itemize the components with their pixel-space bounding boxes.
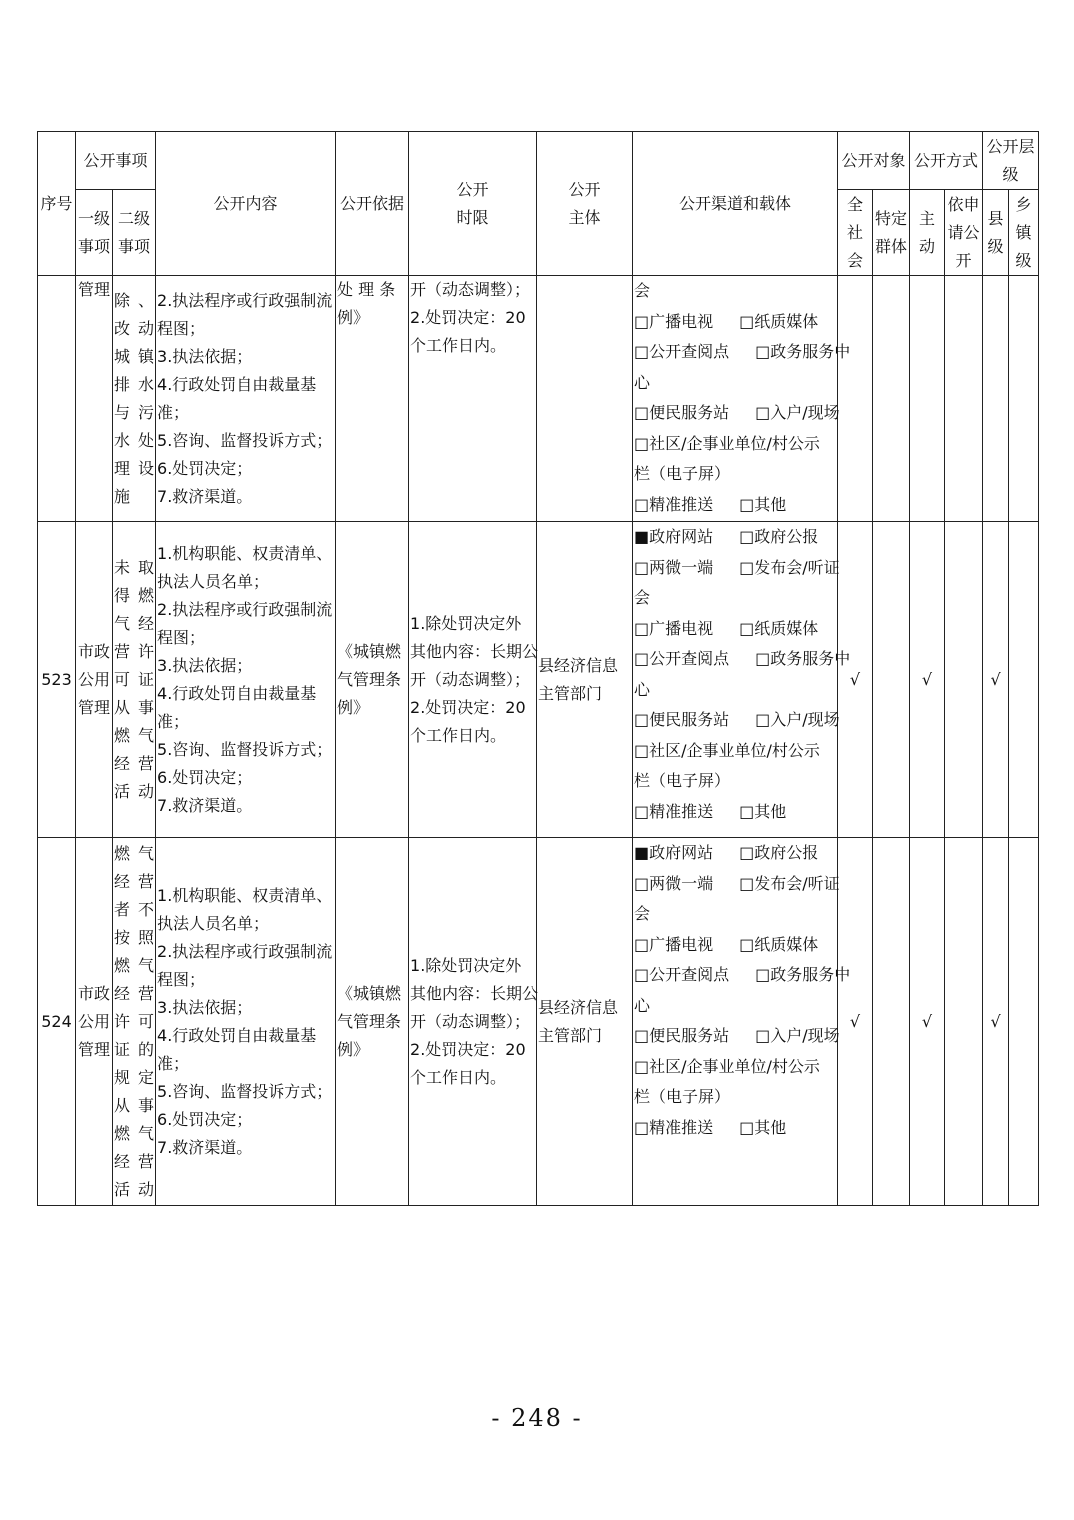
channel-line [634, 766, 836, 797]
text-line: 4.行政处罚自由裁量基 [157, 1025, 317, 1045]
text-line: 经 营 [114, 871, 155, 891]
text-line: 改 动 [114, 318, 155, 338]
channel-line [634, 429, 836, 460]
header-content: 公开内容 [156, 132, 336, 276]
row-timelimit [409, 522, 537, 838]
text-line: 准； [157, 1053, 190, 1073]
text-line: 6.处罚决定； [157, 767, 253, 787]
text-line: 例》 [337, 697, 370, 717]
text-line: 7.救济渠道。 [157, 486, 253, 506]
channel-option: □政务服务中 [755, 965, 851, 984]
text-line: 级 [987, 236, 1004, 256]
channel-option: □两微一端 [634, 873, 714, 893]
text-line: 主体 [568, 207, 601, 227]
text-line: 个工作日内。 [410, 725, 507, 745]
text-line: 3.执法依据； [157, 997, 253, 1017]
text-line: 依申 [947, 194, 980, 214]
header-seq: 序号 [38, 132, 76, 276]
header-level-county [983, 190, 1009, 276]
channel-line [634, 490, 836, 521]
text-line: 乡 [1015, 194, 1032, 214]
row-level-town [1009, 276, 1039, 522]
text-line: 例》 [337, 1039, 370, 1059]
row-basis [336, 522, 409, 838]
text-line: 管理 [77, 697, 110, 717]
channel-line [634, 307, 836, 338]
row-level1-item [76, 522, 113, 838]
table-row [38, 522, 1039, 838]
channel-option: □入户/现场 [755, 1026, 840, 1045]
channel-line [634, 899, 836, 930]
text-line: 全 [847, 194, 864, 214]
channel-line [634, 675, 836, 706]
text-line: 市政 [77, 983, 110, 1003]
text-line: 7.救济渠道。 [157, 1137, 253, 1157]
text-line: 会 [847, 250, 864, 270]
text-line: 准； [157, 711, 190, 731]
text-line: 程图； [157, 969, 206, 989]
text-line: 未 取 [114, 557, 155, 577]
row-audience-all [838, 276, 873, 522]
text-line: 2.执法程序或行政强制流 [157, 599, 333, 619]
text-line: 管理 [77, 1039, 110, 1059]
text-line: 气管理条 [337, 1011, 402, 1031]
header-audience-all [838, 190, 873, 276]
text-line: 按 照 [114, 927, 155, 947]
text-line: 燃 气 [114, 1123, 155, 1143]
text-line: 动 [919, 236, 936, 256]
text-line: 主 [919, 208, 936, 228]
header-item-l2 [113, 190, 156, 276]
text-line: 县 [987, 208, 1004, 228]
row-level-county: √ [983, 522, 1009, 838]
channel-option: □精准推送 [634, 494, 714, 514]
text-line: 2.执法程序或行政强制流 [157, 290, 333, 310]
text-line: 燃 气 [114, 843, 155, 863]
channel-option: □纸质媒体 [739, 311, 819, 331]
channel-option: □政府公报 [739, 527, 819, 546]
channel-option: □两微一端 [634, 557, 714, 577]
channel-option: □精准推送 [634, 801, 714, 821]
header-level [983, 132, 1039, 190]
channel-line [634, 553, 840, 584]
channel-option: 栏（电子屏） [634, 771, 731, 790]
text-line: 2.处罚决定：20 [410, 308, 526, 327]
row-audience-specific [873, 276, 910, 522]
channel-line [634, 838, 836, 869]
header-channels: 公开渠道和载体 [633, 132, 838, 276]
text-line: 开 [955, 250, 972, 270]
channel-line [634, 614, 836, 645]
text-line: 《城镇燃 [337, 983, 402, 1003]
row-level-town [1009, 522, 1039, 838]
table-row [38, 838, 1039, 1206]
channel-option: □发布会/听证 [739, 557, 840, 577]
channel-line [634, 276, 836, 307]
row-level1-item [76, 838, 113, 1206]
header-method: 公开方式 [910, 132, 983, 190]
channel-option: 心 [634, 372, 651, 392]
text-line: 开（动态调整）； [410, 669, 531, 689]
channel-option: □便民服务站 [634, 403, 730, 422]
channel-line [634, 522, 836, 553]
channel-option: □其他 [739, 494, 787, 514]
row-audience-specific [873, 838, 910, 1206]
channel-option: 栏（电子屏） [634, 1087, 731, 1106]
text-line: 开（动态调整）； [410, 1011, 531, 1031]
channel-option: □广播电视 [634, 618, 714, 638]
text-line: 二级 [118, 208, 151, 228]
text-line: 经 营 [114, 1151, 155, 1171]
channel-option: ■政府网站 [634, 527, 714, 546]
channel-option: □公开查阅点 [634, 965, 730, 984]
row-method-active: √ [910, 522, 945, 838]
row-audience-specific [873, 522, 910, 838]
text-line: 县经济信息 [538, 997, 619, 1017]
channel-line [634, 337, 851, 368]
text-line: 6.处罚决定； [157, 458, 253, 478]
row-seq [38, 276, 76, 522]
text-line: 3.执法依据； [157, 346, 253, 366]
text-line: 活动 [114, 1179, 155, 1199]
table-row [38, 276, 1039, 522]
header-method-request [945, 190, 983, 276]
disclosure-table [37, 131, 1039, 1206]
channel-option: □入户/现场 [755, 403, 840, 422]
text-line: 许 可 [114, 1011, 155, 1031]
text-line: 4.行政处罚自由裁量基 [157, 374, 317, 394]
row-method-active: √ [910, 838, 945, 1206]
text-line: 可 证 [114, 669, 155, 689]
text-line: 从 事 [114, 697, 155, 717]
channel-line [634, 705, 840, 736]
text-line: 程图； [157, 627, 206, 647]
channel-option: □其他 [739, 801, 787, 821]
header-audience: 公开对象 [838, 132, 910, 190]
channel-line [634, 797, 836, 828]
channel-option: □广播电视 [634, 311, 714, 331]
text-line: 个工作日内。 [410, 336, 507, 355]
text-line: 燃 气 [114, 955, 155, 975]
text-line: 社 [847, 222, 864, 242]
text-line: 群体 [875, 236, 908, 256]
channel-line [634, 930, 836, 961]
channel-line [634, 1113, 836, 1144]
channel-option: □纸质媒体 [739, 934, 819, 954]
page-number: - 248 - [491, 1404, 583, 1432]
text-line: 公开 [568, 179, 601, 199]
text-line: 者 不 [114, 899, 155, 919]
text-line: 管理 [77, 280, 110, 299]
text-line: 2.处罚决定：20 [410, 697, 526, 717]
channel-line [634, 368, 836, 399]
channel-option: 栏（电子屏） [634, 464, 731, 483]
row-method-request [945, 838, 983, 1206]
channel-option: □广播电视 [634, 934, 714, 954]
row-content [156, 276, 336, 522]
text-line: 与 污 [114, 402, 155, 422]
text-line: 5.咨询、监督投诉方式； [157, 1081, 333, 1101]
text-line: 例》 [337, 308, 370, 327]
channel-option: □社区/企事业单位/村公示 [634, 1056, 820, 1076]
text-line: 1.机构职能、权责清单、 [157, 543, 333, 563]
text-line: 公开 [456, 179, 489, 199]
row-level-county [983, 276, 1009, 522]
channel-line [634, 644, 851, 675]
text-line: 主管部门 [538, 1025, 603, 1045]
text-line: 一级 [77, 208, 110, 228]
channel-option: □纸质媒体 [739, 618, 819, 638]
row-level-county: √ [983, 838, 1009, 1206]
channel-line [634, 1021, 840, 1052]
row-method-active [910, 276, 945, 522]
text-line: 其他内容：长期公 [410, 641, 539, 661]
row-timelimit [409, 276, 537, 522]
text-line: 县经济信息 [538, 655, 619, 675]
text-line: 气 经 [114, 613, 155, 633]
row-method-request [945, 522, 983, 838]
text-line: 规 定 [114, 1067, 155, 1087]
channel-option: 心 [634, 679, 651, 699]
channel-line [634, 869, 840, 900]
text-line: 经 营 [114, 753, 155, 773]
row-channels [633, 838, 851, 1206]
header-basis: 公开依据 [336, 132, 409, 276]
channel-option: □政务服务中 [755, 649, 851, 668]
channel-option: □社区/企事业单位/村公示 [634, 740, 820, 760]
text-line: 5.咨询、监督投诉方式； [157, 739, 333, 759]
row-level2-item [113, 838, 156, 1206]
channel-option: □公开查阅点 [634, 649, 730, 668]
text-line: 事项 [118, 236, 151, 256]
channel-option: 会 [634, 904, 651, 923]
text-line: 2.执法程序或行政强制流 [157, 941, 333, 961]
row-seq: 523 [38, 522, 76, 838]
row-method-request [945, 276, 983, 522]
channel-line [634, 960, 851, 991]
row-level2-item [113, 276, 156, 522]
channel-line [634, 583, 836, 614]
text-line: 从 事 [114, 1095, 155, 1115]
header-audience-specific [873, 190, 910, 276]
text-line: 证 的 [114, 1039, 155, 1059]
channel-line [634, 398, 840, 429]
text-line: 4.行政处罚自由裁量基 [157, 683, 317, 703]
row-subject [537, 276, 633, 522]
text-line: 1.除处罚决定外 [410, 955, 522, 975]
channel-line [634, 991, 836, 1022]
channel-option: □公开查阅点 [634, 342, 730, 361]
text-line: 理 设 [114, 458, 155, 478]
row-basis [336, 838, 409, 1206]
text-line: 准； [157, 402, 190, 422]
header-item-l1 [76, 190, 113, 276]
header-method-active [910, 190, 945, 276]
row-audience-all: √ [838, 838, 873, 1206]
text-line: 《城镇燃 [337, 641, 402, 661]
row-subject [537, 522, 633, 838]
text-line: 处 理 条 [337, 280, 396, 299]
text-line: 公开层 [986, 136, 1035, 156]
text-line: 除 、 [114, 290, 155, 310]
channel-option: □政府公报 [739, 843, 819, 862]
channel-option: 会 [634, 588, 651, 607]
text-line: 特定 [875, 208, 908, 228]
text-line: 5.咨询、监督投诉方式； [157, 430, 333, 450]
text-line: 水 处 [114, 430, 155, 450]
row-basis [336, 276, 409, 522]
row-audience-all: √ [838, 522, 873, 838]
row-level-town [1009, 838, 1039, 1206]
text-line: 其他内容：长期公 [410, 983, 539, 1003]
text-line: 市政 [77, 641, 110, 661]
text-line: 2.处罚决定：20 [410, 1039, 526, 1059]
channel-option: □入户/现场 [755, 710, 840, 729]
text-line: 施 [114, 486, 131, 506]
channel-option: □精准推送 [634, 1117, 714, 1137]
text-line: 镇 [1015, 222, 1032, 242]
text-line: 城 镇 [114, 346, 155, 366]
channel-option: 会 [634, 281, 651, 300]
channel-option: □政务服务中 [755, 342, 851, 361]
row-level1-item [76, 276, 113, 522]
text-line: 活动 [114, 781, 155, 801]
row-channels [633, 276, 851, 522]
text-line: 程图； [157, 318, 206, 338]
text-line: 1.除处罚决定外 [410, 613, 522, 633]
channel-option: □发布会/听证 [739, 873, 840, 893]
text-line: 营 许 [114, 641, 155, 661]
text-line: 得 燃 [114, 585, 155, 605]
text-line: 7.救济渠道。 [157, 795, 253, 815]
text-line: 6.处罚决定； [157, 1109, 253, 1129]
text-line: 主管部门 [538, 683, 603, 703]
channel-line [634, 1052, 836, 1083]
text-line: 时限 [456, 207, 489, 227]
channel-line [634, 1082, 836, 1113]
text-line: 公用 [77, 1011, 110, 1031]
row-channels [633, 522, 851, 838]
text-line: 公用 [77, 669, 110, 689]
header-subject [537, 132, 633, 276]
text-line: 经 营 [114, 983, 155, 1003]
channel-option: □便民服务站 [634, 710, 730, 729]
text-line: 事项 [77, 236, 110, 256]
row-level2-item [113, 522, 156, 838]
channel-option: ■政府网站 [634, 843, 714, 862]
header-item-group: 公开事项 [76, 132, 156, 190]
header-timelimit [409, 132, 537, 276]
text-line: 执法人员名单； [157, 913, 270, 933]
text-line: 执法人员名单； [157, 571, 270, 591]
text-line: 排 水 [114, 374, 155, 394]
text-line: 开（动态调整）； [410, 280, 531, 299]
text-line: 请公 [947, 222, 980, 242]
row-subject [537, 838, 633, 1206]
channel-option: 心 [634, 995, 651, 1015]
text-line: 气管理条 [337, 669, 402, 689]
row-seq: 524 [38, 838, 76, 1206]
row-content [156, 838, 336, 1206]
channel-line [634, 736, 836, 767]
row-content [156, 522, 336, 838]
text-line: 个工作日内。 [410, 1067, 507, 1087]
channel-option: □其他 [739, 1117, 787, 1137]
text-line: 级 [1015, 250, 1032, 270]
channel-option: □便民服务站 [634, 1026, 730, 1045]
row-timelimit [409, 838, 537, 1206]
text-line: 级 [1002, 164, 1019, 184]
channel-line [634, 459, 836, 490]
text-line: 燃 气 [114, 725, 155, 745]
channel-option: □社区/企事业单位/村公示 [634, 433, 820, 453]
text-line: 3.执法依据； [157, 655, 253, 675]
header-level-town [1009, 190, 1039, 276]
text-line: 1.机构职能、权责清单、 [157, 885, 333, 905]
